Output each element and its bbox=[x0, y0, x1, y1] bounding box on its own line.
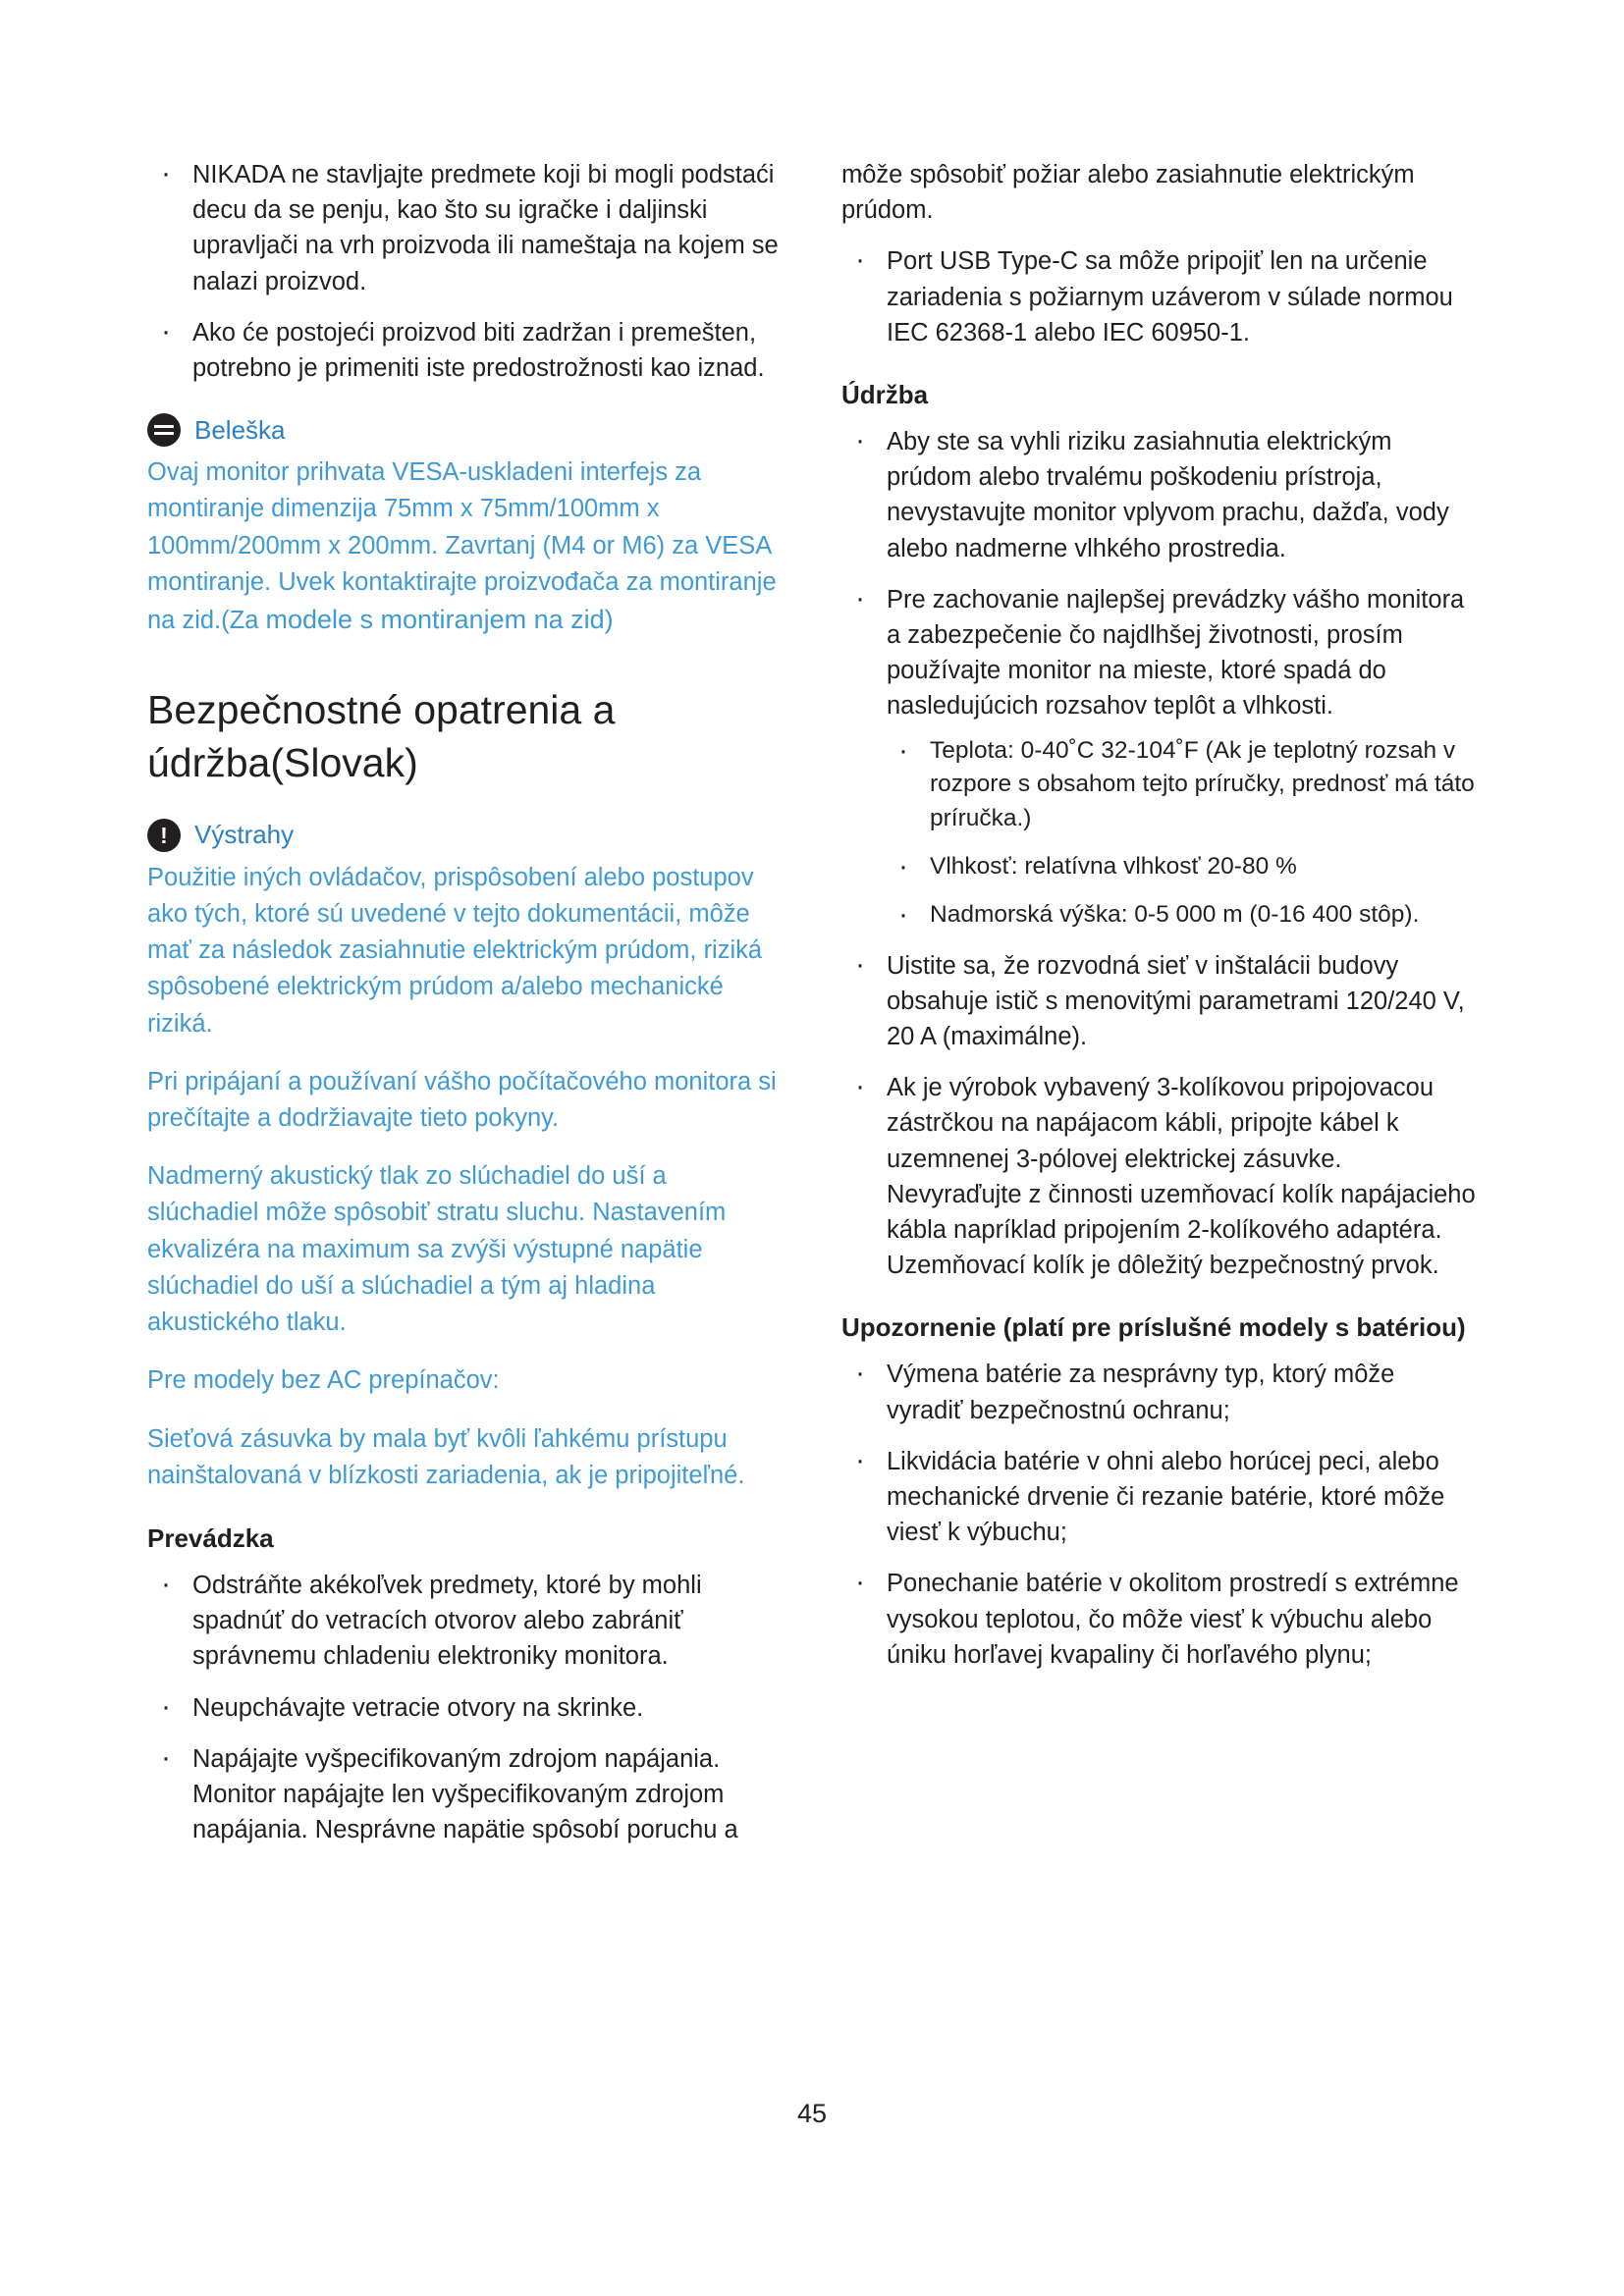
list-item: · Ako će postojeći proizvod biti zadržan i premešten, potrebno je primeniti iste predostrožnosti kao iznad. bbox=[147, 315, 783, 386]
list-item: · Aby ste sa vyhli riziku zasiahnutia elektrickým prúdom alebo trvalému poškodeniu prístroja, nevystavujte monitor vplyvom prachu, dažďa, vody alebo nadmerne vlhkého prostredia. bbox=[841, 424, 1477, 566]
page-number: 45 bbox=[796, 2099, 828, 2128]
list-item-text: Pre zachovanie najlepšej prevádzky vášho monitora a zabezpečenie čo najdlhšej životnosti, prosím používajte monitor na mieste, ktoré spadá do nasledujúcich rozsahov teplôt a vlhkosti. bbox=[887, 585, 1465, 721]
subsection-title-maintenance: Údržba bbox=[841, 380, 929, 410]
list-item bbox=[841, 582, 1477, 933]
warning-paragraph: Pre modely bez AC prepínačov: bbox=[147, 1366, 500, 1395]
note-heading bbox=[147, 413, 783, 447]
warning-paragraph: Nadmerný akustický tlak zo slúchadiel do uší a slúchadiel môže spôsobiť stratu sluchu. Nastavením ekvalizéra na maximum sa zvýši výstupné napätie slúchadiel do uší a slúchadiel a tým aj hladina akustického tlaku. bbox=[147, 1162, 727, 1337]
note-body bbox=[147, 454, 783, 639]
subsection-title-operation: Prevádzka bbox=[147, 1523, 274, 1553]
list-item: · NIKADA ne stavljajte predmete koji bi mogli podstaći decu da se penju, kao što su igračke i daljinski upravljači na vrh proizvoda ili nameštaja na kojem se nalazi proizvod. bbox=[147, 157, 783, 299]
list-item: · Napájajte vyšpecifikovaným zdrojom napájania. Monitor napájajte len vyšpecifikovaným zdrojom napájania. Nesprávne napätie spôsobí poruchu a bbox=[147, 1741, 783, 1848]
note-icon bbox=[147, 413, 181, 447]
note-label: Beleška bbox=[194, 414, 286, 445]
left-column bbox=[147, 157, 783, 1863]
list-item: · Nadmorská výška: 0-5 000 m (0-16 400 stôp). bbox=[887, 898, 1477, 933]
right-continued-bullet-list bbox=[841, 157, 1477, 350]
note-body-part2: modele s montiranjem na zid) bbox=[265, 605, 614, 635]
warning-paragraph: Pri pripájaní a používaní vášho počítačového monitora si prečítajte a dodržiavajte tieto pokyny. bbox=[147, 1067, 777, 1133]
two-column-layout bbox=[147, 157, 1477, 1863]
list-item: · Výmena batérie za nesprávny typ, ktorý môže vyradiť bezpečnostnú ochranu; bbox=[841, 1357, 1477, 1427]
right-column bbox=[841, 157, 1477, 1688]
note-body-part1: Ovaj monitor prihvata VESA-uskladeni interfejs za montiranje dimenzija 75mm x 75mm/100mm x 100mm/200mm x 200mm. Zavrtanj (M4 or M6) za VESA montiranje. Uvek kontaktirajte proizvođača za montiranje na zid.(Za bbox=[147, 458, 777, 635]
warning-icon: ! bbox=[147, 819, 181, 852]
warning-paragraph: Použitie iných ovládačov, prispôsobení alebo postupov ako tých, ktoré sú uvedené v tejto dokumentácii, môže mať za následok zasiahnutie elektrickým prúdom, riziká spôsobené elektrickým prúdom a/alebo mechanické riziká. bbox=[147, 863, 763, 1038]
list-item: · Likvidácia batérie v ohni alebo horúcej peci, alebo mechanické drvenie či rezanie batérie, ktoré môže viesť k výbuchu; bbox=[841, 1444, 1477, 1551]
list-item: · Neupchávajte vetracie otvory na skrinke. bbox=[147, 1690, 783, 1726]
operation-bullet-list bbox=[147, 1568, 783, 1847]
left-top-bullet-list bbox=[147, 157, 783, 386]
continued-paragraph: · môže spôsobiť požiar alebo zasiahnutie elektrickým prúdom. bbox=[841, 157, 1477, 228]
list-item: · Port USB Type-C sa môže pripojiť len na určenie zariadenia s požiarnym uzáverom v súlade normou IEC 62368-1 alebo IEC 60950-1. bbox=[841, 243, 1477, 350]
list-item: · Teplota: 0-40˚C 32-104˚F (Ak je teplotný rozsah v rozpore s obsahom tejto príručky, prednosť má táto príručka.) bbox=[887, 734, 1477, 836]
battery-bullet-list bbox=[841, 1357, 1477, 1673]
warning-label: Výstrahy bbox=[194, 820, 295, 850]
page-title: Bezpečnostné opatrenia a údržba(Slovak) bbox=[147, 686, 616, 785]
subsection-title-battery-notice: Upozornenie (platí pre príslušné modely s batériou) bbox=[841, 1312, 1466, 1343]
maintenance-bullet-list bbox=[841, 424, 1477, 1283]
maintenance-sub-bullet-list bbox=[887, 734, 1477, 933]
warning-paragraph: Sieťová zásuvka by mala byť kvôli ľahkému prístupu nainštalovaná v blízkosti zariadenia, ak je pripojiteľné. bbox=[147, 1424, 745, 1489]
list-item: · Vlhkosť: relatívna vlhkosť 20-80 % bbox=[887, 850, 1477, 884]
warning-heading bbox=[147, 819, 783, 852]
list-item: · Ak je výrobok vybavený 3-kolíkovou pripojovacou zástrčkou na napájacom kábli, pripojte kábel k uzemnenej 3-pólovej elektrickej zásuvke. Nevyraďujte z činnosti uzemňovací kolík napájacieho kábla napríklad pripojením 2-kolíkového adaptéra. Uzemňovací kolík je dôležitý bezpečnostný prvok. bbox=[841, 1070, 1477, 1283]
list-item: · Ponechanie batérie v okolitom prostredí s extrémne vysokou teplotou, čo môže viesť k výbuchu alebo úniku horľavej kvapaliny či horľavého plynu; bbox=[841, 1566, 1477, 1673]
list-item: · Uistite sa, že rozvodná sieť v inštalácii budovy obsahuje istič s menovitými parametrami 120/240 V, 20 A (maximálne). bbox=[841, 948, 1477, 1055]
list-item: · Odstráňte akékoľvek predmety, ktoré by mohli spadnúť do vetracích otvorov alebo zabrániť správnemu chladeniu elektroniky monitora. bbox=[147, 1568, 783, 1675]
